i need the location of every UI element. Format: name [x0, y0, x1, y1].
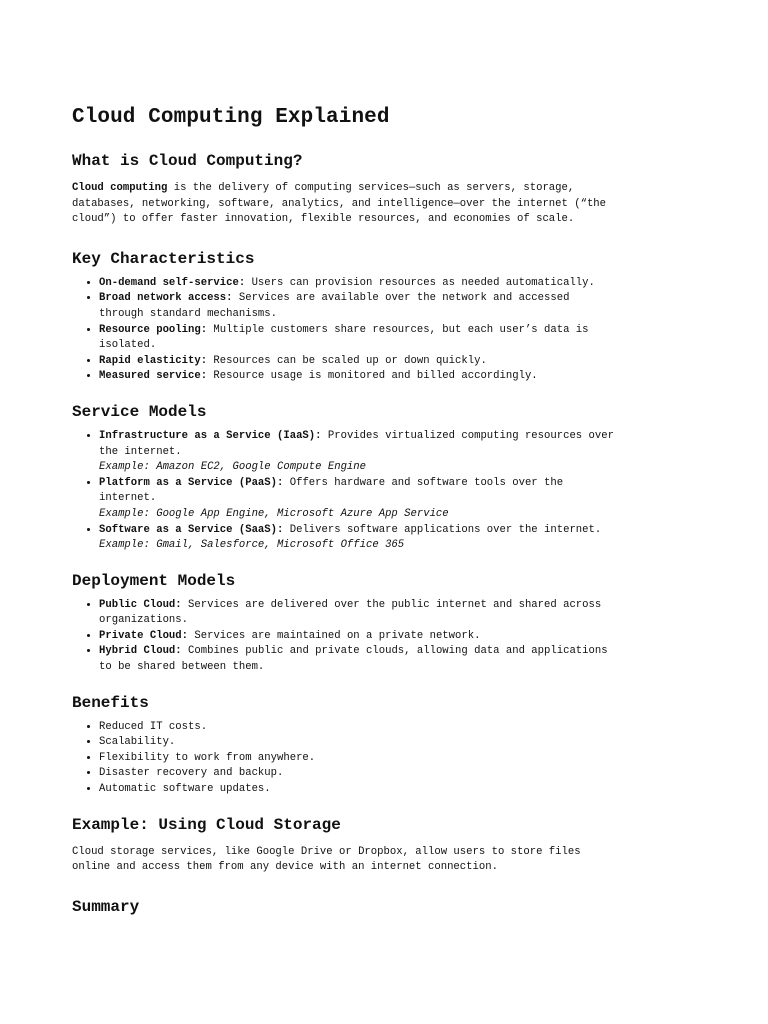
deployment-models-list	[72, 598, 617, 676]
list-item	[99, 276, 617, 292]
list-item: • Reduced IT costs.	[99, 720, 617, 736]
item-example: Example: Gmail, Salesforce, Microsoft Office 365	[99, 539, 405, 552]
list-item	[99, 598, 617, 629]
storage-example-paragraph: Cloud storage services, like Google Drive or Dropbox, allow users to store files online and access them from any device with an internet connection.	[72, 845, 581, 874]
section-heading-service-models: Service Models	[72, 402, 207, 421]
item-text: Users can provision resources as needed automatically.	[245, 276, 595, 289]
item-term: Hybrid Cloud:	[99, 645, 182, 658]
item-example: Example: Google App Engine, Microsoft Azure App Service	[99, 507, 449, 520]
list-item	[99, 523, 617, 554]
section-heading-deployment-models: Deployment Models	[72, 571, 236, 590]
item-term: Public Cloud:	[99, 598, 182, 611]
intro-paragraph	[72, 181, 617, 228]
item-term: Software as a Service (SaaS):	[99, 523, 284, 536]
item-text: Offers hardware and software tools over the internet.	[99, 476, 564, 505]
item-term: Platform as a Service (PaaS):	[99, 476, 284, 489]
item-text: Resource usage is monitored and billed accordingly.	[207, 370, 538, 383]
item-term: Broad network access:	[99, 292, 233, 305]
document-content	[72, 104, 617, 918]
list-item: • Scalability.	[99, 735, 617, 751]
list-item	[99, 354, 617, 370]
item-example: Example: Amazon EC2, Google Compute Engine	[99, 461, 367, 474]
section-heading-summary: Summary	[72, 897, 140, 916]
list-item	[99, 291, 617, 322]
list-item	[99, 429, 617, 476]
list-item	[99, 629, 617, 645]
item-text: Services are maintained on a private network.	[188, 629, 481, 642]
list-item	[99, 323, 617, 354]
characteristics-list	[72, 276, 617, 385]
section-heading-storage-example: Example: Using Cloud Storage	[72, 815, 341, 834]
section-heading-benefits: Benefits	[72, 693, 149, 712]
item-term: Private Cloud:	[99, 629, 189, 642]
item-text: Delivers software applications over the internet.	[283, 523, 602, 536]
item-term: On-demand self-service:	[99, 276, 246, 289]
list-item	[99, 369, 617, 385]
benefits-list	[72, 720, 617, 798]
item-text: Provides virtualized computing resources over the internet.	[99, 429, 614, 458]
list-item: • Automatic software updates.	[99, 782, 617, 798]
document-title: Cloud Computing Explained	[72, 106, 390, 129]
item-term: Infrastructure as a Service (IaaS):	[99, 429, 322, 442]
item-term: Resource pooling:	[99, 323, 208, 336]
item-text: Services are available over the network and accessed through standard mechanisms.	[99, 292, 570, 320]
item-term: Rapid elasticity:	[99, 354, 208, 367]
section-heading-what-is: What is Cloud Computing?	[72, 152, 303, 170]
item-text: Resources can be scaled up or down quickly.	[207, 354, 487, 367]
list-item	[99, 476, 617, 523]
item-text: Services are delivered over the public internet and shared across organizations.	[99, 598, 602, 627]
list-item: • Flexibility to work from anywhere.	[99, 751, 617, 767]
item-text: Multiple customers share resources, but each user’s data is isolated.	[99, 323, 589, 352]
intro-term: Cloud computing	[72, 182, 168, 194]
service-models-list	[72, 429, 617, 554]
section-heading-characteristics: Key Characteristics	[72, 249, 255, 268]
item-text: Combines public and private clouds, allowing data and applications to be shared between them.	[99, 645, 608, 674]
intro-text: is the delivery of computing services—such as servers, storage, databases, networking, software, analytics, and intelligence—over the internet (“the cloud”) to offer faster innovation, flexible resources, and economies of scale.	[72, 182, 607, 226]
list-item	[99, 644, 617, 675]
list-item: • Disaster recovery and backup.	[99, 766, 617, 782]
item-term: Measured service:	[99, 370, 208, 383]
